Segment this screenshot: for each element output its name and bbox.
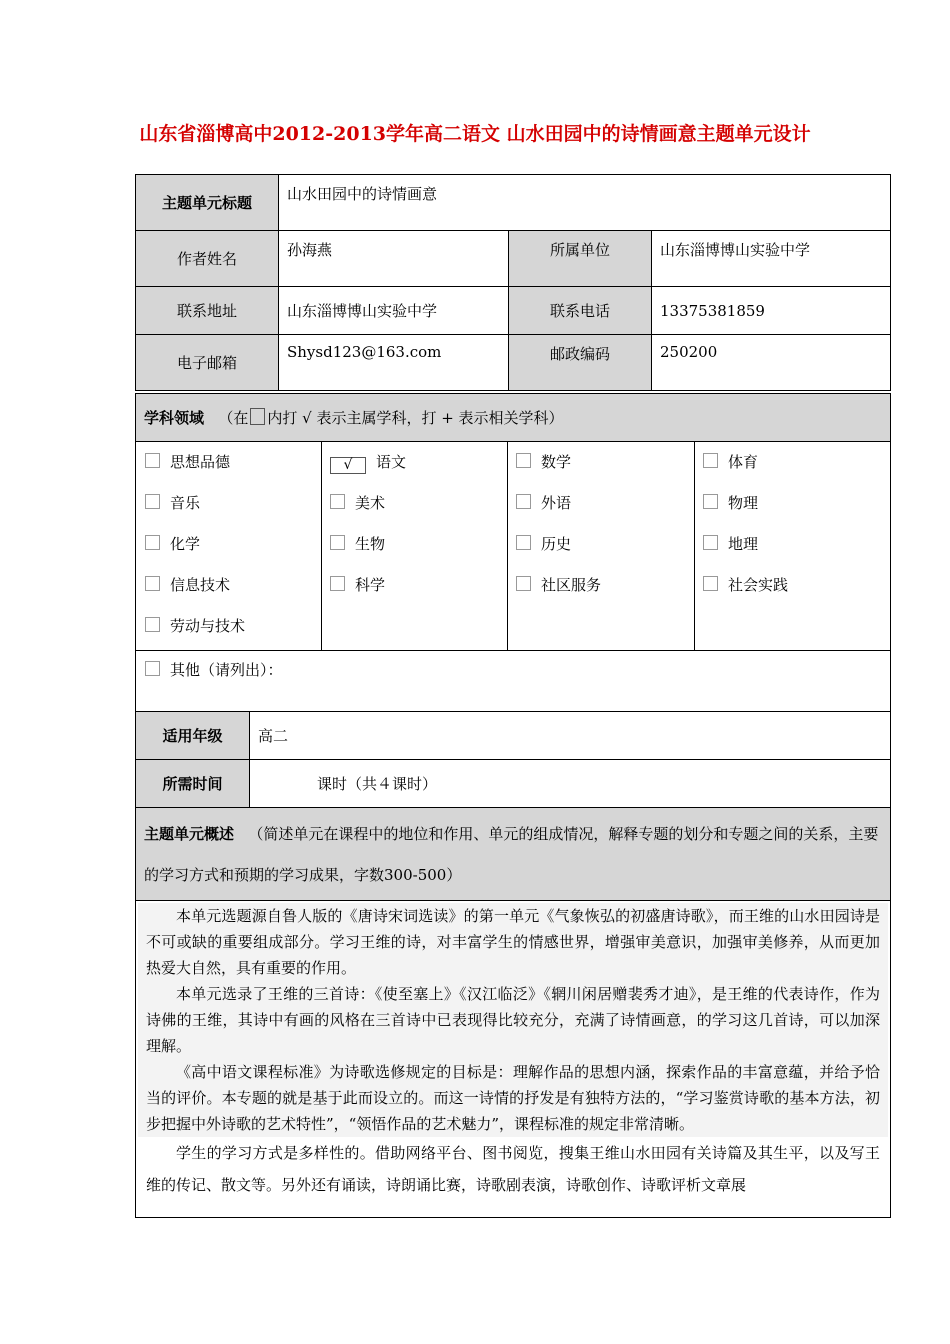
theme-value: 山水田园中的诗情画意 bbox=[279, 175, 891, 231]
subject-column-2 bbox=[322, 442, 508, 651]
summary-header-row bbox=[136, 808, 891, 901]
other-subject-row bbox=[136, 651, 891, 712]
subject-note-before: （在 bbox=[218, 409, 249, 427]
summary-label: 主题单元概述 bbox=[144, 825, 235, 843]
subject-option-label: 生物 bbox=[355, 535, 386, 553]
summary-paragraph: 本单元选录了王维的三首诗：《使至塞上》《汉江临泛》《辋川闲居赠裴秀才迪》，是王维的代表诗作，作为诗佛的王维，其诗中有画的风格在三首诗中已表现得比较充分，充满了诗情画意，的学习这几首诗，可以加深理解。 bbox=[138, 981, 888, 1059]
summary-paragraph: 学生的学习方式是多样性的。借助网络平台、图书阅览，搜集王维山水田园有关诗篇及其生平，以及写王维的传记、散文等。另外还有诵读，诗朗诵比赛，诗歌剧表演，诗歌创作、诗歌评析文章展 bbox=[146, 1144, 880, 1194]
checkbox-icon[interactable] bbox=[703, 576, 718, 591]
subject-option[interactable] bbox=[703, 565, 882, 606]
subject-option-label: 语文 bbox=[376, 453, 407, 471]
subject-heading: 学科领域 bbox=[144, 409, 205, 427]
summary-paragraph: 本单元选题源自鲁人版的《唐诗宋词选读》的第一单元《气象恢弘的初盛唐诗歌》，而王维的山水田园诗是不可或缺的重要组成部分。学习王维的诗，对丰富学生的情感世界，增强审美意识，加强审美修养，从而更加热爱大自然，具有重要的作用。 bbox=[138, 903, 888, 981]
time-value: 课时（共４课时） bbox=[250, 760, 891, 808]
checkbox-icon[interactable] bbox=[703, 535, 718, 550]
subject-option[interactable] bbox=[703, 524, 882, 565]
theme-label: 主题单元标题 bbox=[136, 175, 279, 231]
summary-paragraph: 《高中语文课程标准》为诗歌选修规定的目标是：理解作品的思想内涵，探索作品的丰富意蕴，并给予恰当的评价。本专题的就是基于此而设立的。而这一诗情的抒发是有独特方法的，“学习鉴赏诗歌的基本方法，初步把握中外诗歌的艺术特性”，“领悟作品的艺术魅力”，课程标准的规定非常清晰。 bbox=[138, 1059, 888, 1137]
checkbox-icon[interactable] bbox=[330, 576, 345, 591]
subject-option-label: 社会实践 bbox=[728, 576, 789, 594]
subject-option-label: 信息技术 bbox=[170, 576, 231, 594]
subject-column-4 bbox=[695, 442, 891, 651]
address-label: 联系地址 bbox=[136, 287, 279, 335]
email-label: 电子邮箱 bbox=[136, 335, 279, 391]
checkbox-icon[interactable] bbox=[516, 535, 531, 550]
subject-option[interactable] bbox=[330, 483, 499, 524]
checkbox-icon[interactable] bbox=[703, 494, 718, 509]
subject-option-label: 音乐 bbox=[170, 494, 201, 512]
other-subject-label: 其他（请列出）： bbox=[170, 661, 283, 679]
subject-option-label: 美术 bbox=[355, 494, 386, 512]
checkbox-icon[interactable] bbox=[145, 535, 160, 550]
checkbox-icon[interactable] bbox=[145, 661, 160, 676]
checkbox-checked-icon[interactable]: √ bbox=[330, 457, 366, 474]
summary-note: （简述单元在课程中的地位和作用、单元的组成情况，解释专题的划分和专题之间的关系，主要的学习方式和预期的学习成果，字数300-500） bbox=[144, 825, 879, 884]
postcode-label: 邮政编码 bbox=[509, 335, 652, 391]
subject-option[interactable] bbox=[145, 565, 313, 606]
summary-header bbox=[136, 808, 891, 901]
subject-option-chinese[interactable] bbox=[330, 442, 499, 483]
time-row bbox=[136, 760, 891, 808]
unit-value: 山东淄博博山实验中学 bbox=[652, 231, 891, 287]
subject-option-label: 社区服务 bbox=[541, 576, 602, 594]
subject-option[interactable] bbox=[516, 565, 686, 606]
checkbox-icon[interactable] bbox=[516, 494, 531, 509]
address-value: 山东淄博博山实验中学 bbox=[279, 287, 509, 335]
author-label: 作者姓名 bbox=[136, 231, 279, 287]
subject-option-label: 思想品德 bbox=[170, 453, 231, 471]
checkbox-icon[interactable] bbox=[145, 494, 160, 509]
email-row bbox=[136, 335, 891, 391]
subject-column-3 bbox=[508, 442, 695, 651]
subject-option-label: 外语 bbox=[541, 494, 572, 512]
subject-option[interactable] bbox=[145, 442, 313, 483]
subject-option-label: 劳动与技术 bbox=[170, 617, 246, 635]
subject-option[interactable] bbox=[703, 483, 882, 524]
grade-value: 高二 bbox=[250, 712, 891, 760]
subject-note-after: 内打 √ 表示主属学科，打 + 表示相关学科） bbox=[267, 409, 564, 427]
subject-options-row bbox=[136, 442, 891, 651]
subject-option[interactable] bbox=[330, 565, 499, 606]
email-value: Shysd123@163.com bbox=[279, 335, 509, 391]
subject-option[interactable] bbox=[516, 483, 686, 524]
subject-option[interactable] bbox=[145, 483, 313, 524]
checkbox-sample-icon bbox=[250, 408, 265, 425]
subject-table bbox=[135, 393, 891, 1218]
checkbox-icon[interactable] bbox=[330, 494, 345, 509]
subject-option[interactable] bbox=[145, 606, 313, 647]
summary-body bbox=[136, 901, 891, 1218]
subject-option-label: 历史 bbox=[541, 535, 572, 553]
subject-option[interactable] bbox=[703, 442, 882, 483]
phone-value: 13375381859 bbox=[652, 287, 891, 335]
time-label: 所需时间 bbox=[136, 760, 250, 808]
subject-option-label: 数学 bbox=[541, 453, 572, 471]
subject-option[interactable] bbox=[330, 524, 499, 565]
postcode-value: 250200 bbox=[652, 335, 891, 391]
other-subject-cell bbox=[136, 651, 891, 712]
subject-option-label: 体育 bbox=[728, 453, 759, 471]
grade-label: 适用年级 bbox=[136, 712, 250, 760]
subject-option-label: 地理 bbox=[728, 535, 759, 553]
address-row bbox=[136, 287, 891, 335]
document-title: 山东省淄博高中2012-2013学年高二语文 山水田园中的诗情画意主题单元设计 bbox=[139, 123, 811, 145]
subject-header bbox=[136, 394, 891, 442]
phone-label: 联系电话 bbox=[509, 287, 652, 335]
subject-header-row bbox=[136, 394, 891, 442]
subject-option[interactable] bbox=[516, 524, 686, 565]
grade-row bbox=[136, 712, 891, 760]
checkbox-icon[interactable] bbox=[145, 453, 160, 468]
checkbox-icon[interactable] bbox=[516, 453, 531, 468]
subject-option[interactable] bbox=[516, 442, 686, 483]
checkbox-icon[interactable] bbox=[330, 535, 345, 550]
checkbox-icon[interactable] bbox=[145, 576, 160, 591]
subject-option-label: 物理 bbox=[728, 494, 759, 512]
subject-option[interactable] bbox=[145, 524, 313, 565]
theme-row bbox=[136, 175, 891, 231]
checkbox-icon[interactable] bbox=[703, 453, 718, 468]
unit-label: 所属单位 bbox=[509, 231, 652, 287]
subject-column-1 bbox=[136, 442, 322, 651]
author-row bbox=[136, 231, 891, 287]
checkbox-icon[interactable] bbox=[516, 576, 531, 591]
checkbox-icon[interactable] bbox=[145, 617, 160, 632]
author-value: 孙海燕 bbox=[279, 231, 509, 287]
subject-option-label: 科学 bbox=[355, 576, 386, 594]
subject-option-label: 化学 bbox=[170, 535, 201, 553]
info-table bbox=[135, 174, 891, 391]
summary-body-row bbox=[136, 901, 891, 1218]
